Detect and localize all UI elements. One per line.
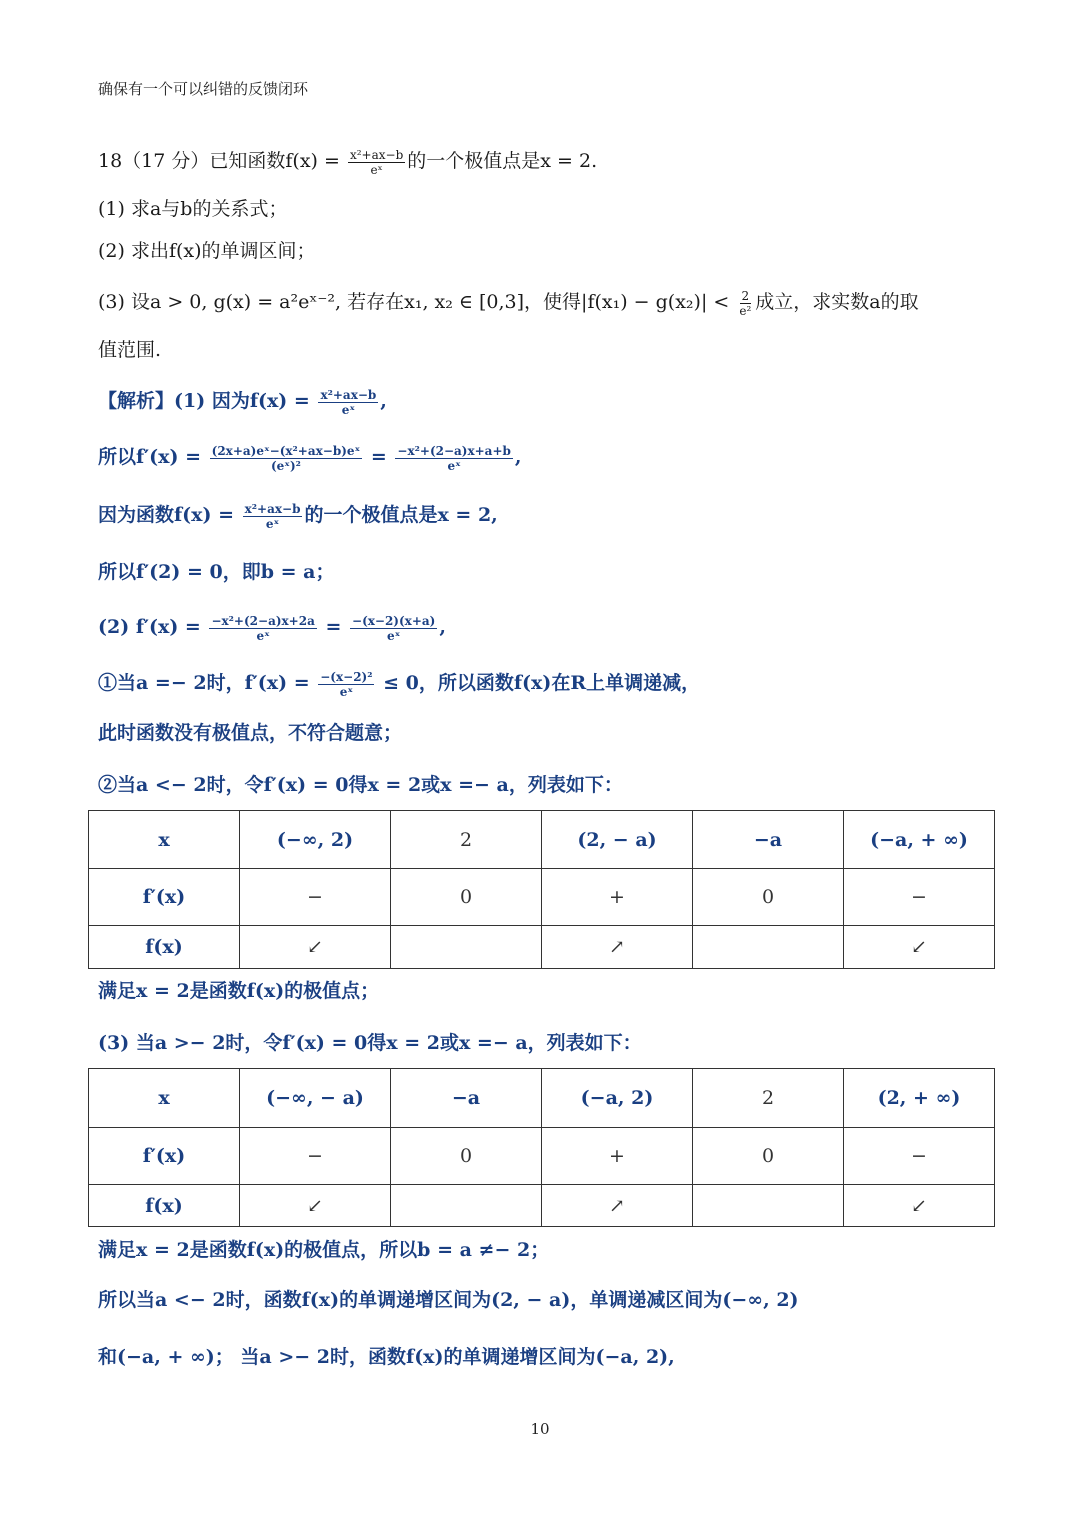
- solution-line-4: 所以f′(2) = 0，即b = a；: [98, 561, 335, 583]
- question-part-2: (2) 求出f(x)的单调区间；: [98, 240, 316, 262]
- solution-line-13: 和(−a, + ∞)； 当a >− 2时，函数f(x)的单调递增区间为(−a, 2),: [98, 1346, 675, 1368]
- table-cell: (2, − a): [542, 811, 693, 869]
- table-cell: ↗: [542, 926, 693, 969]
- fraction: $\frac{\text{−x²+(2−a)x+2a}}{\text{eˣ}}$: [211, 613, 315, 643]
- solution-line-12: 所以当a <− 2时，函数f(x)的单调递增区间为(2, − a)，单调递减区间为(−∞, 2): [98, 1289, 799, 1311]
- solution-line-5: (2) f′(x) = $\frac{\text{−x²+(2−a)x+2a}}{\text{eˣ}}$ = $\frac{-(x-2)(x+a)}{\text{eˣ}}$ ,: [98, 613, 446, 643]
- table-cell: −: [240, 869, 391, 926]
- fraction: $\frac{\text{−(x−2)²}}{\text{eˣ}}$: [320, 669, 373, 699]
- table-cell: x: [89, 811, 240, 869]
- table-cell: (−a, 2): [542, 1069, 693, 1128]
- table-cell: f′(x): [89, 1128, 240, 1185]
- fraction: $\frac{\text{−x²+(2−a)x+a+b}}{\text{eˣ}}$: [397, 443, 511, 473]
- fraction: $\frac{\text{x²+ax−b}}{\text{eˣ}}$: [244, 501, 301, 531]
- solution-line-6: ①当a =− 2时，f′(x) = $\frac{\text{−(x−2)²}}{\text{eˣ}}$ ≤ 0，所以函数f(x)在R上单调递减，: [98, 669, 701, 699]
- table-row: [89, 869, 995, 926]
- question-title-text: 18（17 分）已知函数f(x) =: [98, 150, 346, 172]
- table-cell: x: [89, 1069, 240, 1128]
- table-row: [89, 811, 995, 869]
- table-cell: −a: [391, 1069, 542, 1128]
- table-cell: ↙: [240, 926, 391, 969]
- solution-line-1: 【解析】(1) 因为f(x) = $\frac{\text{x²+ax−b}}{\text{eˣ}}$ ,: [98, 387, 387, 417]
- table-cell: (−∞, − a): [240, 1069, 391, 1128]
- question-part-1: (1) 求a与b的关系式；: [98, 198, 288, 220]
- table-row: [89, 1128, 995, 1185]
- page-header: 确保有一个可以纠错的反馈闭环: [98, 80, 309, 98]
- question-part-3: (3) 设a > 0, g(x) = a²eˣ⁻², 若存在x₁, x₂ ∈ [0,3]，使得|f(x₁) − g(x₂)| < $\frac{2}{\text{e²}}$ 成立，求实数a的取: [98, 288, 919, 318]
- table-cell: f(x): [89, 1185, 240, 1227]
- table-cell: 0: [391, 1128, 542, 1185]
- table-cell: f′(x): [89, 869, 240, 926]
- table-row: [89, 926, 995, 969]
- solution-line-11: 满足x = 2是函数f(x)的极值点，所以b = a ≠− 2；: [98, 1239, 550, 1261]
- table-cell: (2, + ∞): [844, 1069, 995, 1128]
- solution-line-8: ②当a <− 2时，令f′(x) = 0得x = 2或x =− a，列表如下：: [98, 774, 623, 796]
- fraction: $\frac{\text{(2x+a)eˣ−(x²+ax−b)eˣ}}{\text{(eˣ)²}}$: [211, 443, 361, 473]
- fraction: $\frac{\text{x²+ax−b}}{\text{eˣ}}$: [320, 387, 377, 417]
- question-title-tail: 的一个极值点是x = 2.: [407, 150, 598, 172]
- solution-line-3: 因为函数f(x) = $\frac{\text{x²+ax−b}}{\text{eˣ}}$ 的一个极值点是x = 2,: [98, 501, 498, 531]
- table-cell: ↙: [240, 1185, 391, 1227]
- table-cell: ↙: [844, 926, 995, 969]
- table-cell: [391, 926, 542, 969]
- table-cell: ↙: [844, 1185, 995, 1227]
- solution-line-7: 此时函数没有极值点，不符合题意；: [98, 722, 403, 744]
- table-cell: (−∞, 2): [240, 811, 391, 869]
- table-cell: [693, 1185, 844, 1227]
- table-cell: 2: [693, 1069, 844, 1128]
- table-cell: [391, 1185, 542, 1227]
- table-cell: [693, 926, 844, 969]
- fraction: $\frac{-(x-2)(x+a)}{\text{eˣ}}$: [352, 613, 436, 643]
- table-cell: −a: [693, 811, 844, 869]
- table-cell: ↗: [542, 1185, 693, 1227]
- solution-line-10: (3) 当a >− 2时，令f′(x) = 0得x = 2或x =− a，列表如下：: [98, 1032, 642, 1054]
- table-row: [89, 1069, 995, 1128]
- solution-line-9: 满足x = 2是函数f(x)的极值点；: [98, 980, 380, 1002]
- monotonicity-table-2: [88, 1068, 995, 1227]
- monotonicity-table-1: [88, 810, 995, 969]
- table-cell: −: [240, 1128, 391, 1185]
- solution-line-2: 所以f′(x) = $\frac{\text{(2x+a)eˣ−(x²+ax−b)eˣ}}{\text{(eˣ)²}}$ = $\frac{\text{−x²+(2−a)x+a+b}}{\text{eˣ}}$ ,: [98, 443, 522, 473]
- fraction: $\frac{\text{x²+ax−b}}{\text{eˣ}}$: [349, 147, 404, 177]
- fraction: $\frac{2}{\text{e²}}$: [739, 288, 752, 318]
- table-cell: 0: [693, 869, 844, 926]
- table-cell: 0: [693, 1128, 844, 1185]
- table-cell: 2: [391, 811, 542, 869]
- table-cell: +: [542, 869, 693, 926]
- table-cell: +: [542, 1128, 693, 1185]
- table-cell: 0: [391, 869, 542, 926]
- table-cell: −: [844, 869, 995, 926]
- question-title: [98, 146, 597, 177]
- table-row: [89, 1185, 995, 1227]
- page-number: 10: [530, 1420, 550, 1438]
- question-part-3-cont: 值范围.: [98, 339, 162, 361]
- table-cell: −: [844, 1128, 995, 1185]
- table-cell: (−a, + ∞): [844, 811, 995, 869]
- table-cell: f(x): [89, 926, 240, 969]
